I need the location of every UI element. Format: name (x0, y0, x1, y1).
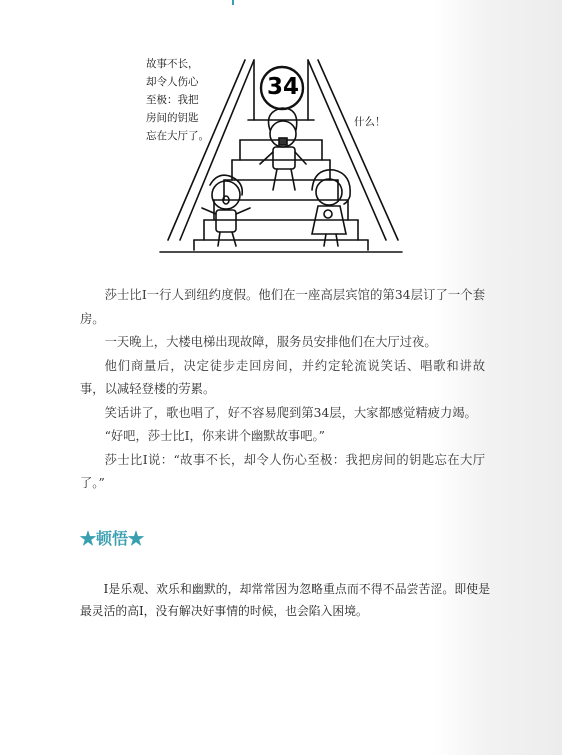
story-paragraph: 笑话讲了，歌也唱了，好不容易爬到第34层，大家都感觉精疲力竭。 (104, 405, 477, 420)
right-rail (318, 60, 398, 240)
story-paragraph: 莎士比I说：“故事不长，却令人伤心至极：我把房间的钥匙忘在大厅了。” (80, 452, 485, 490)
speech-caption-right: 什么！ (354, 116, 386, 128)
floor-number-label: 34 (266, 74, 299, 100)
character-right (312, 170, 350, 246)
insight-paragraph: I是乐观、欢乐和幽默的，却常常因为忽略重点而不得不品尝苦涩。即使是最灵活的高I，没有解决好事情的时候，也会陷入困境。 (80, 582, 490, 618)
insight-body (80, 578, 490, 622)
story-paragraph: “好吧，莎士比I，你来讲个幽默故事吧。” (104, 429, 325, 443)
stairwell-illustration (140, 40, 420, 265)
story-body (80, 284, 485, 496)
caption-line: 忘在大厅了。 (146, 130, 209, 142)
caption-line: 故事不长， (146, 58, 199, 70)
story-paragraph: 一天晚上，大楼电梯出现故障，服务员安排他们在大厅过夜。 (104, 335, 437, 349)
story-paragraph: 他们商量后，决定徒步走回房间，并约定轮流说笑话、唱歌和讲故事，以减轻登楼的劳累。 (80, 358, 485, 396)
character-left (202, 175, 250, 246)
top-marker (232, 0, 234, 5)
section-heading: ★顿悟★ (80, 529, 145, 548)
caption-line: 房间的钥匙 (146, 112, 199, 124)
right-rail-inner (308, 60, 386, 240)
caption-line: 至极：我把 (146, 94, 199, 106)
caption-line: 却令人伤心 (146, 76, 199, 88)
speech-caption-left (146, 55, 226, 145)
story-paragraph: 莎士比I一行人到纽约度假。他们在一座高层宾馆的第34层订了一个套房。 (80, 288, 485, 326)
